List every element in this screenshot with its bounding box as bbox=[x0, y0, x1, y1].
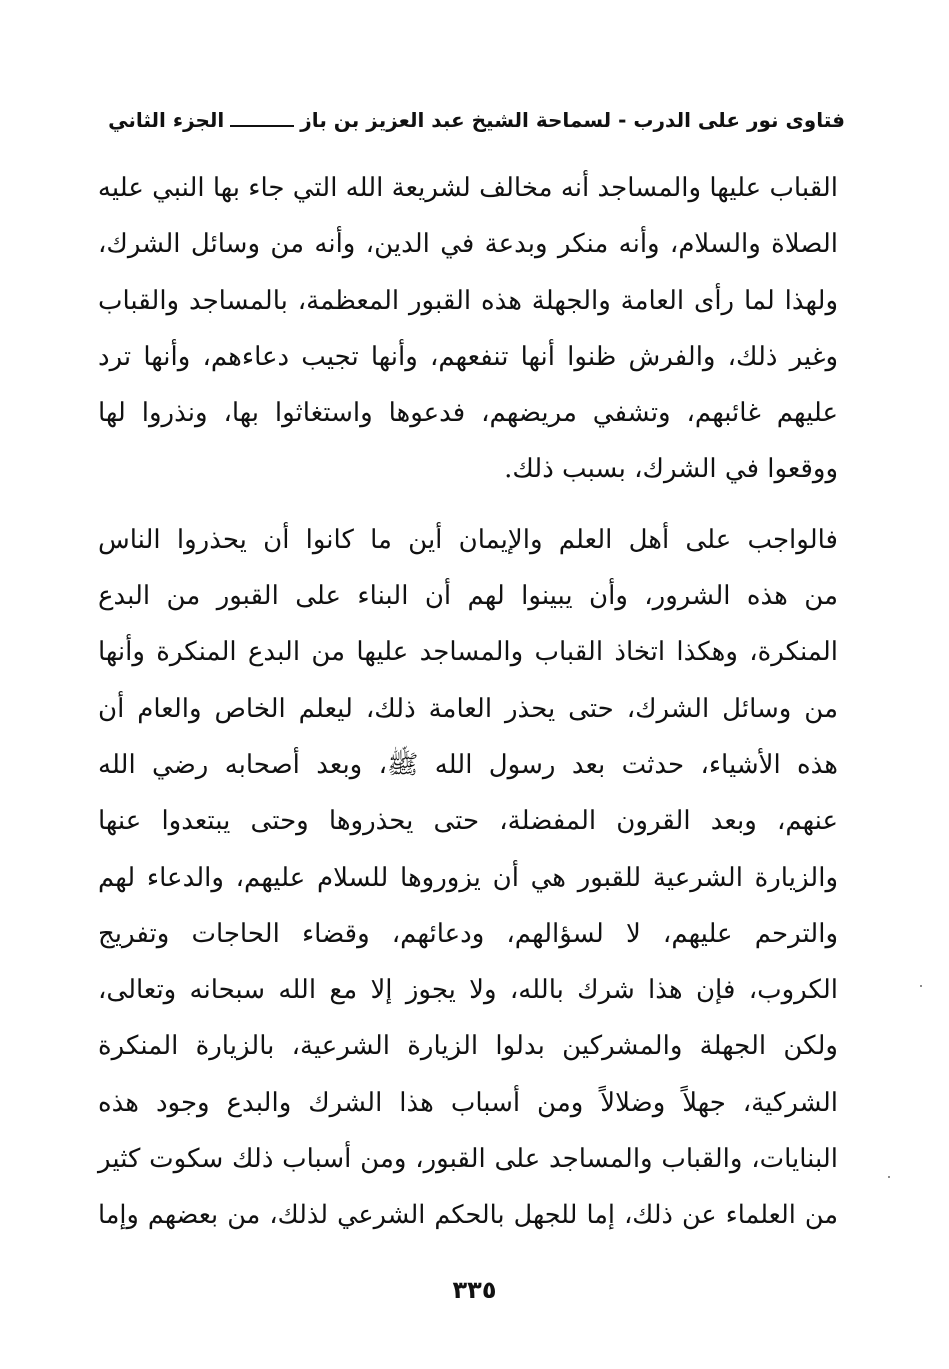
header-rule bbox=[230, 125, 294, 127]
page-number: ٣٣٥ bbox=[452, 1276, 497, 1304]
paragraph-gap bbox=[98, 498, 838, 512]
text-line: الصلاة والسلام، وأنه منكر وبدعة في الدين، وأنه من وسائل الشرك، bbox=[98, 229, 838, 260]
text-line: عليهم غائبهم، وتشفي مريضهم، فدعوها واستغاثوا بها، ونذروا لها bbox=[98, 398, 838, 429]
text-line: والزيارة الشرعية للقبور هي أن يزوروها للسلام عليهم، والدعاء لهم bbox=[98, 862, 838, 893]
text-line: والترحم عليهم، لا لسؤالهم، ودعائهم، وقضاء الحاجات وتفريج bbox=[98, 918, 838, 949]
text-line: الكروب، فإن هذا شرك بالله، ولا يجوز إلا مع الله سبحانه وتعالى، bbox=[98, 975, 838, 1006]
text-line: هذه الأشياء، حدثت بعد رسول الله ﷺ، وبعد أصحابه رضي الله bbox=[98, 749, 838, 780]
scan-speck bbox=[888, 1176, 890, 1178]
running-header bbox=[92, 100, 845, 140]
body-text bbox=[98, 160, 838, 1244]
text-line: من وسائل الشرك، حتى يحذر العامة ذلك، ليعلم الخاص والعام أن bbox=[98, 693, 838, 724]
scan-speck bbox=[920, 985, 922, 987]
text-line: ووقعوا في الشرك، بسبب ذلك. bbox=[504, 454, 838, 485]
text-line: وغير ذلك، والفرش ظنوا أنها تنفعهم، وأنها تجيب دعاءهم، وأنها ترد bbox=[98, 341, 838, 372]
paragraph-1 bbox=[98, 160, 838, 498]
text-line: من العلماء عن ذلك، إما للجهل بالحكم الشرعي لذلك، من بعضهم وإما bbox=[98, 1200, 838, 1231]
text-line: من هذه الشرور، وأن يبينوا لهم أن البناء على القبور من البدع bbox=[98, 581, 839, 612]
paragraph-2 bbox=[98, 512, 838, 1244]
text-line: البنايات، والقباب والمساجد على القبور، ومن أسباب ذلك سكوت كثير bbox=[98, 1144, 838, 1175]
text-line: ولهذا لما رأى العامة والجهلة هذه القبور المعظمة، بالمساجد والقباب bbox=[98, 285, 838, 316]
header-volume: الجزء الثاني bbox=[108, 108, 225, 132]
text-line: ولكن الجهلة والمشركين بدلوا الزيارة الشرعية، بالزيارة المنكرة bbox=[98, 1031, 838, 1062]
text-line: القباب عليها والمساجد أنه مخالف لشريعة الله التي جاء بها النبي عليه bbox=[97, 173, 838, 203]
text-line: الشركية، جهلاً وضلالاً ومن أسباب هذا الشرك والبدع وجود هذه bbox=[98, 1087, 838, 1118]
text-line: المنكرة، وهكذا اتخاذ القباب والمساجد عليها من البدع المنكرة وأنها bbox=[98, 637, 838, 668]
text-line: فالواجب على أهل العلم والإيمان أين ما كانوا أن يحذروا الناس bbox=[98, 524, 838, 555]
header-book-title: فتاوى نور على الدرب - لسماحة الشيخ عبد العزيز بن باز bbox=[300, 108, 845, 132]
text-line: عنهم، وبعد القرون المفضلة، حتى يحذروها وحتى يبتعدوا عنها bbox=[98, 806, 838, 837]
